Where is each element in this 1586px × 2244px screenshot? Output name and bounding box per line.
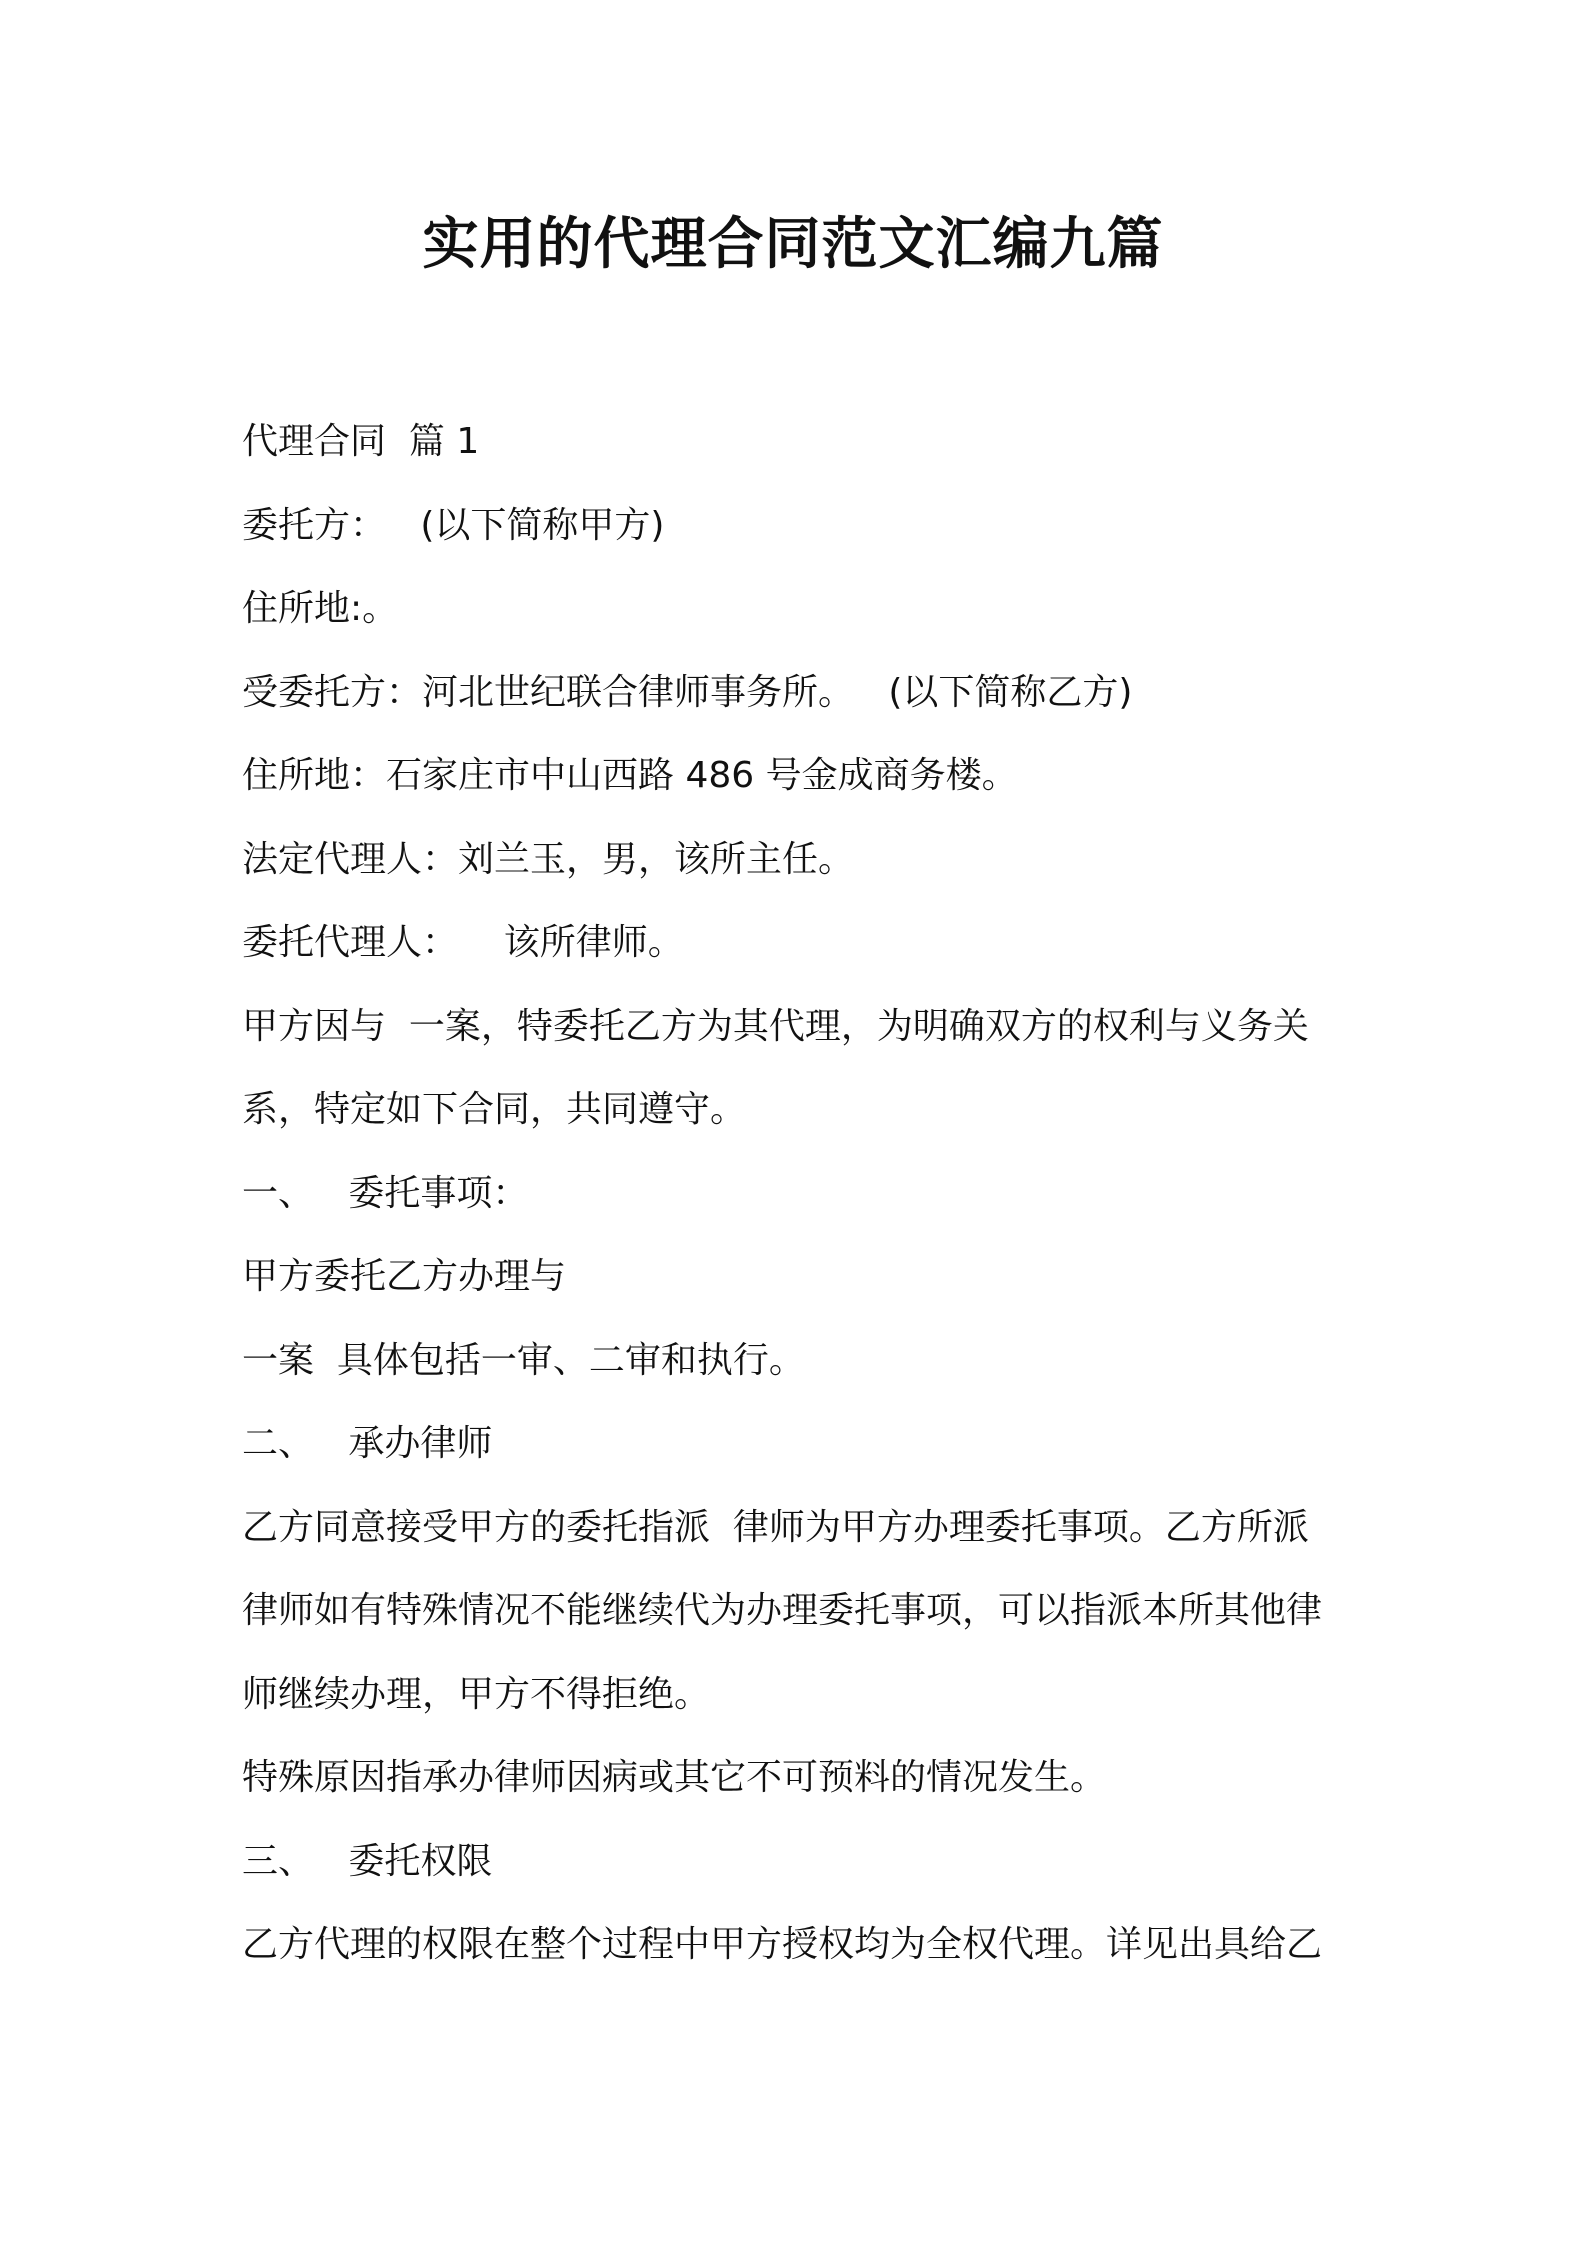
text-line: 法定代理人：刘兰玉，男，该所主任。: [242, 838, 855, 880]
text-line: 乙方代理的权限在整个过程中甲方授权均为全权代理。详见出具给乙: [242, 1924, 1323, 1965]
clause-heading: 一、 委托事项：: [242, 1172, 529, 1214]
text-line: 系，特定如下合同，共同遵守。: [242, 1089, 747, 1130]
document-title: 实用的代理合同范文汇编九篇: [422, 212, 1164, 277]
text-line: 甲方委托乙方办理与: [242, 1256, 567, 1297]
text-line: 住所地：石家庄市中山西路 486 号金成商务楼。: [242, 755, 1018, 796]
clause-heading: 三、 委托权限: [242, 1840, 493, 1882]
text-line: 特殊原因指承办律师因病或其它不可预料的情况发生。: [242, 1757, 1107, 1798]
text-line: 律师如有特殊情况不能继续代为办理委托事项，可以指派本所其他律: [242, 1590, 1323, 1631]
document-body: [242, 400, 1362, 1987]
text-line: 甲方因与 一案，特委托乙方为其代理，为明确双方的权利与义务关: [242, 1005, 1309, 1047]
text-line: 乙方同意接受甲方的委托指派 律师为甲方办理委托事项。乙方所派: [242, 1506, 1309, 1548]
text-line: 一案 具体包括一审、二审和执行。: [242, 1339, 805, 1381]
text-line: 受委托方：河北世纪联合律师事务所。 (以下简称乙方): [242, 671, 1133, 713]
text-line: 委托代理人： 该所律师。: [242, 922, 684, 963]
text-line: 住所地:。: [242, 588, 399, 629]
section-heading: 代理合同 篇 1: [242, 421, 480, 462]
clause-heading: 二、 承办律师: [242, 1423, 493, 1464]
text-line: 委托方： (以下简称甲方): [242, 504, 665, 546]
text-line: 师继续办理，甲方不得拒绝。: [242, 1673, 711, 1715]
